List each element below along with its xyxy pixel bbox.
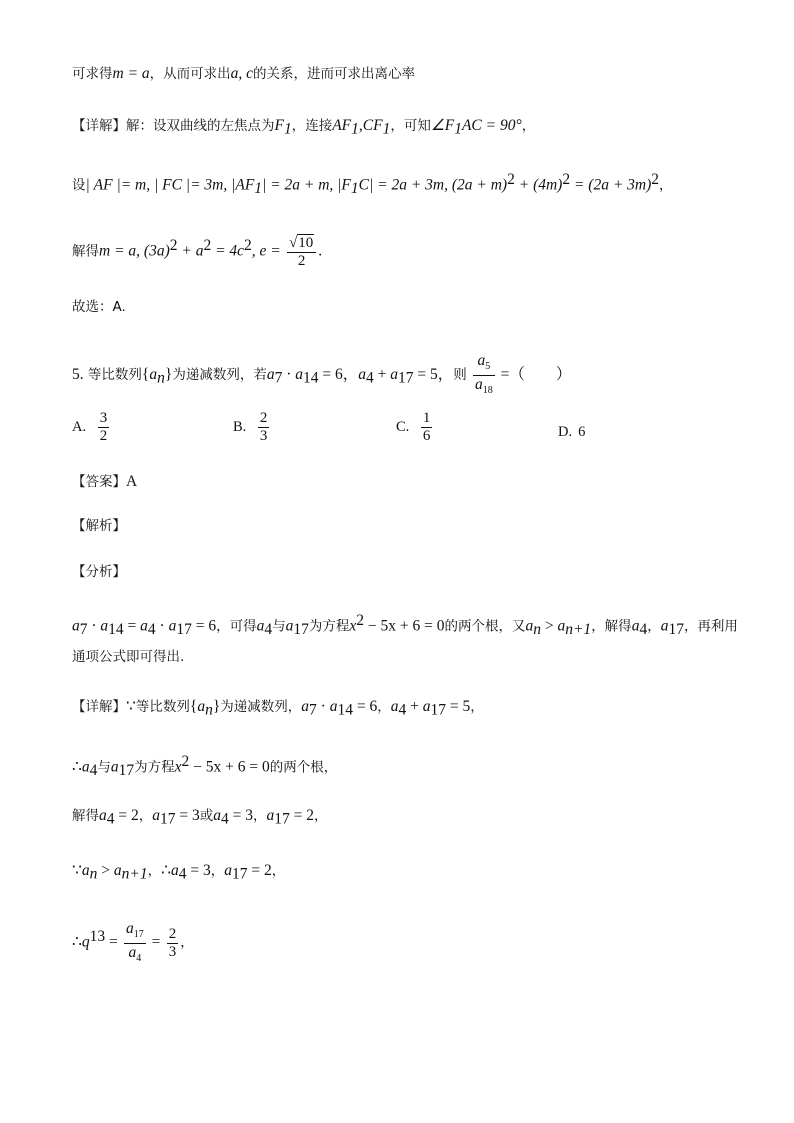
because-symbol: ∵	[72, 862, 82, 879]
formula: a	[557, 617, 566, 635]
subscript: 18	[482, 385, 493, 396]
formula: a	[140, 617, 148, 635]
formula: ·	[282, 366, 296, 383]
formula: ·	[155, 617, 169, 635]
text: ，	[521, 118, 536, 134]
text: ，可得	[216, 618, 257, 635]
subscript: 7	[79, 621, 88, 639]
text: 为方程	[134, 759, 175, 776]
answer-tag: 【答案】	[72, 474, 126, 490]
superscript: 2	[181, 753, 190, 770]
formula: x	[349, 617, 357, 635]
formula: a	[170, 862, 179, 879]
formula: = (2a + 3m)	[570, 176, 652, 194]
fraction-numerator: 3	[99, 410, 108, 426]
formula: a	[422, 698, 431, 715]
formula: a	[256, 617, 265, 635]
option-c[interactable]	[396, 410, 434, 445]
text: ，再利用	[683, 618, 738, 635]
formula: ·	[316, 698, 330, 715]
option-fraction	[258, 410, 270, 445]
subscript: 5	[485, 361, 491, 372]
formula: +	[406, 698, 423, 715]
superscript: 2	[203, 237, 212, 254]
subscript: 4	[136, 952, 142, 964]
therefore-symbol: ∴	[72, 933, 82, 951]
text: 则	[453, 367, 467, 383]
fraction-denominator: 2	[99, 428, 108, 444]
option-value: 6	[578, 424, 586, 440]
text: ，	[314, 808, 328, 824]
text: 设	[72, 177, 86, 194]
fraction-e	[287, 235, 316, 270]
fraction-a17-a4	[124, 920, 146, 967]
text: .	[318, 242, 323, 260]
formula: + a	[177, 242, 204, 260]
brace-open: {	[141, 366, 150, 383]
formula: ·	[87, 617, 101, 635]
formula: a	[660, 617, 669, 635]
superscript: 2	[651, 171, 660, 188]
text: ，可知	[390, 118, 431, 134]
formula: a	[126, 919, 134, 937]
text: ，	[377, 699, 391, 715]
text: ，	[647, 618, 661, 635]
detail-line-3	[72, 806, 328, 830]
formula: = 2	[114, 807, 139, 824]
subscript: 17	[293, 621, 309, 639]
formula: m = a, (3a)	[99, 242, 170, 260]
text: ，	[659, 177, 673, 194]
text: 为递减数列，	[220, 699, 302, 715]
formula: a	[99, 807, 107, 824]
formula: | AF |= m, | FC |= 3m, |AF	[85, 176, 255, 194]
therefore-symbol: ∴	[72, 758, 82, 776]
formula: = 5	[445, 698, 471, 715]
answer-line	[72, 472, 137, 492]
formula: = 3	[228, 807, 253, 824]
formula: a	[213, 807, 221, 824]
superscript: 2	[507, 171, 515, 188]
brace-close: }	[212, 698, 221, 715]
fraction-numerator: 1	[422, 410, 431, 426]
formula: ∠F	[430, 117, 455, 134]
formula: a	[224, 862, 232, 879]
subscript: 14	[303, 369, 319, 387]
subscript: n	[205, 701, 213, 719]
formula: a	[113, 862, 122, 879]
formula: = 6	[352, 698, 378, 715]
analysis-line-2	[72, 647, 184, 667]
text: 的两个根，又	[444, 618, 526, 635]
subscript: n	[157, 369, 165, 387]
formula: a	[390, 698, 399, 715]
fraction-denominator: 6	[422, 428, 431, 444]
subscript: 14	[108, 621, 124, 639]
text: 等比数列	[135, 699, 190, 715]
text: 或	[199, 808, 214, 824]
superscript: 2	[244, 237, 252, 254]
text: ，	[253, 808, 267, 824]
formula: AC = 90°	[461, 117, 522, 134]
formula: F	[274, 117, 284, 134]
option-d[interactable]	[558, 422, 585, 442]
detail-line-4	[72, 861, 285, 885]
subscript: 4	[639, 621, 648, 639]
option-fraction	[98, 410, 110, 445]
text: ，	[271, 863, 286, 879]
fraction-denominator	[473, 376, 495, 399]
formula: a	[81, 758, 90, 776]
therefore-symbol: ∴	[161, 862, 171, 879]
subscript: 14	[337, 701, 353, 719]
subscript: n	[89, 865, 98, 883]
formula: >	[97, 862, 114, 879]
detail-line-1	[72, 697, 484, 721]
text: 通项公式即可得出.	[72, 649, 185, 665]
fraction-denominator	[124, 944, 146, 967]
subscript: 1	[351, 120, 359, 138]
text: =（ ）	[496, 366, 572, 383]
formula: + (4m)	[514, 176, 563, 194]
text-line-3	[72, 170, 673, 199]
subscript: 4	[89, 762, 98, 780]
option-label: C.	[396, 418, 410, 435]
formula: x	[174, 758, 182, 776]
formula: = 5，	[413, 366, 454, 383]
formula: a	[128, 943, 137, 961]
formula: , e =	[251, 242, 281, 260]
formula: a	[266, 807, 275, 824]
formula: ,CF	[358, 117, 383, 134]
formula: a	[295, 366, 303, 383]
subscript: 17	[160, 810, 176, 828]
formula: C| = 2a + 3m, (2a + m)	[358, 176, 508, 194]
text-line-5	[72, 297, 126, 317]
option-b[interactable]	[233, 410, 271, 445]
formula: a	[168, 617, 177, 635]
subscript: 17	[274, 810, 290, 828]
text: 与	[97, 759, 111, 776]
formula: a	[266, 366, 275, 383]
text: ，	[210, 863, 225, 879]
formula: = 3	[175, 807, 200, 824]
subscript: 4	[106, 810, 115, 828]
subscript: 4	[264, 621, 273, 639]
text-line-1	[72, 64, 415, 84]
subscript: n+1	[565, 621, 592, 639]
subscript: 4	[398, 701, 407, 719]
section-tag: 【分析】	[72, 564, 126, 580]
option-a[interactable]	[72, 410, 111, 445]
fenxi-heading	[72, 562, 126, 582]
section-tag: 【解析】	[72, 518, 126, 534]
superscript: 2	[169, 237, 178, 254]
text: ，	[180, 934, 194, 951]
text: 与	[272, 618, 286, 635]
subscript: 7	[309, 701, 317, 719]
formula: a	[285, 617, 294, 635]
superscript: 2	[562, 171, 571, 188]
option-label: D.	[558, 424, 573, 440]
subscript: 1	[382, 120, 391, 138]
formula: a	[390, 366, 398, 383]
fraction-numerator: √10	[287, 235, 316, 253]
formula: a	[72, 617, 80, 635]
formula: = 4c	[211, 242, 245, 260]
detail-line-2	[72, 752, 337, 781]
text: 等比数列	[87, 367, 142, 383]
fraction-denominator: 3	[259, 428, 268, 444]
text: ，	[470, 699, 484, 715]
text: ，	[147, 863, 162, 879]
option-fraction	[421, 410, 433, 445]
subscript: 17	[133, 928, 144, 940]
formula: a	[329, 698, 338, 715]
fraction-a5-a18	[473, 352, 495, 399]
formula: | = 2a + m, |F	[262, 176, 351, 194]
option-label: A.	[72, 418, 87, 435]
text: 为方程	[308, 618, 350, 635]
text: ，连接	[291, 118, 333, 134]
formula: >	[540, 617, 558, 635]
sqrt-radicand: 10	[298, 234, 314, 251]
formula: a	[100, 617, 109, 635]
subscript: 4	[178, 865, 187, 883]
subscript: 4	[221, 810, 229, 828]
text: ，	[138, 808, 153, 824]
formula: a	[197, 698, 206, 715]
brace-open: {	[189, 698, 198, 715]
formula: a	[301, 698, 310, 715]
question-5	[72, 352, 571, 399]
fraction-numerator: 2	[259, 410, 268, 426]
answer-value: A	[126, 473, 138, 490]
fraction-numerator	[473, 352, 495, 376]
text-line-2	[72, 116, 535, 140]
subscript: 4	[147, 621, 156, 639]
subscript: 17	[668, 621, 684, 639]
formula: a	[110, 758, 119, 776]
formula: a, c	[230, 65, 254, 82]
formula: =	[147, 933, 161, 951]
section-tag: 【详解】	[72, 118, 126, 134]
fraction-2-3	[167, 926, 179, 961]
formula: m = a	[112, 65, 150, 82]
subscript: 4	[366, 369, 374, 387]
formula: a	[525, 617, 534, 635]
formula: = 2	[247, 862, 272, 879]
because-symbol: ∵	[126, 698, 136, 715]
subscript: 17	[231, 865, 248, 883]
option-label: B.	[233, 418, 247, 435]
subscript: 17	[176, 621, 192, 639]
text: 解得	[72, 243, 99, 260]
text: ，从而可求出	[149, 66, 231, 82]
fraction-numerator: 2	[168, 925, 177, 942]
fraction-denominator: 3	[168, 943, 177, 960]
detail-line-5	[72, 916, 194, 967]
subscript: 1	[254, 180, 263, 198]
text: ，解得	[591, 618, 632, 635]
text: 为递减数列，若	[172, 367, 267, 383]
formula: a	[358, 366, 366, 383]
brace-close: }	[164, 366, 173, 383]
superscript: 2	[356, 612, 364, 629]
subscript: 17	[118, 762, 135, 780]
formula: +	[373, 366, 391, 383]
formula: − 5x + 6 = 0	[189, 758, 270, 776]
subscript: n	[533, 621, 541, 639]
subscript: 1	[454, 120, 462, 138]
subscript: n+1	[121, 865, 148, 883]
formula: =	[123, 617, 141, 635]
formula: = 6，	[318, 366, 359, 383]
subscript: 17	[430, 701, 446, 719]
formula: − 5x + 6 = 0	[363, 617, 445, 635]
formula: a	[152, 807, 160, 824]
formula: = 3	[186, 862, 211, 879]
subscript: 7	[274, 369, 283, 387]
section-tag: 【详解】	[72, 699, 126, 715]
fraction-numerator	[124, 920, 146, 944]
text: 解得	[72, 808, 99, 824]
text: 的关系，进而可求出离心率	[253, 66, 416, 82]
subscript: 1	[350, 180, 359, 198]
jiexi-heading	[72, 516, 126, 536]
superscript: 13	[89, 928, 106, 945]
fraction-denominator: 2	[297, 252, 306, 269]
analysis-line-1	[72, 611, 738, 640]
formula: a	[477, 352, 486, 369]
text-line-4	[72, 226, 322, 272]
formula: q	[81, 933, 90, 951]
text: 可求得	[72, 66, 113, 82]
formula: a	[81, 862, 90, 879]
question-number: 5.	[72, 366, 84, 383]
subscript: 1	[283, 120, 292, 138]
text: 解：设双曲线的左焦点为	[126, 118, 275, 134]
formula: a	[149, 366, 158, 383]
formula: = 2	[289, 807, 314, 824]
formula: = 6	[191, 617, 217, 635]
text: 的两个根，	[269, 759, 338, 776]
formula: a	[475, 376, 483, 393]
formula: =	[105, 933, 118, 951]
text: 故选：A.	[72, 299, 126, 315]
formula: a	[631, 617, 640, 635]
subscript: 17	[398, 369, 414, 387]
formula: AF	[332, 117, 352, 134]
